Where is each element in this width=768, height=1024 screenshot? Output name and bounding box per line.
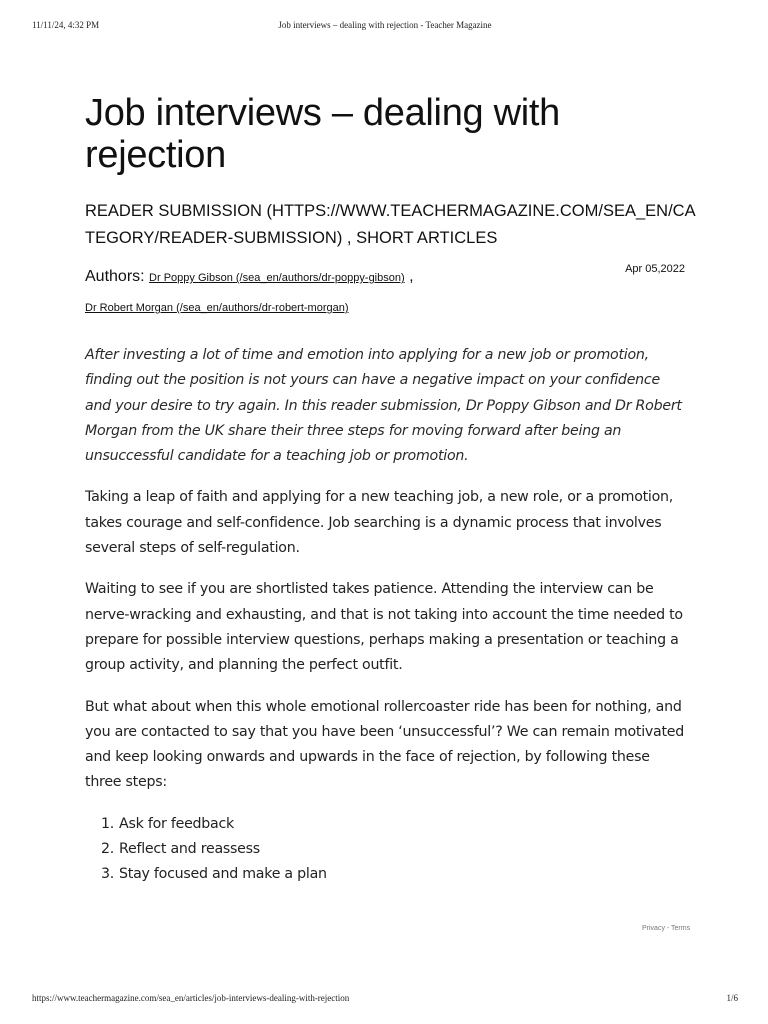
category-label: READER SUBMISSION	[85, 202, 262, 220]
author-link-robert-morgan[interactable]: Dr Robert Morgan (/sea_en/authors/dr-robert-morgan)	[85, 302, 349, 314]
print-url: https://www.teachermagazine.com/sea_en/articles/job-interviews-dealing-with-rejection	[32, 993, 350, 1003]
paragraph: Taking a leap of faith and applying for a new teaching job, a new role, or a promotion, takes courage and self-confidence. Job searching is a dynamic process that involves several steps of self-regulation.	[85, 489, 674, 557]
step-text: Stay focused and make a plan	[119, 866, 327, 883]
step-text: Reflect and reassess	[119, 841, 260, 858]
category-link-short-articles[interactable]: SHORT ARTICLES	[356, 228, 498, 247]
print-header	[32, 20, 738, 32]
print-page-title: Job interviews – dealing with rejection - Teacher Magazine	[278, 20, 492, 30]
print-datetime: 11/11/24, 4:32 PM	[32, 20, 100, 30]
article-title: Job interviews – dealing with rejection	[85, 92, 561, 176]
step-number: 3.	[101, 866, 115, 883]
list-item	[101, 837, 685, 862]
list-item	[101, 862, 685, 887]
article-meta	[85, 263, 685, 319]
authors	[85, 267, 685, 318]
author-separator: ,	[409, 268, 414, 285]
recaptcha-privacy-terms-link[interactable]: Privacy - Terms	[642, 925, 691, 932]
publish-date: Apr 05,2022	[625, 263, 685, 275]
print-footer	[32, 993, 738, 1005]
article	[85, 92, 696, 888]
step-number: 2.	[101, 841, 115, 858]
article-categories	[85, 198, 700, 251]
authors-label: Authors:	[85, 268, 145, 285]
article-lede: After investing a lot of time and emotion into applying for a new job or promotion, finding out the position is not yours can have a negative impact on your confidence and your desire to try again. In this reader submission, Dr Poppy Gibson and Dr Robert Morgan from the UK share their three steps for moving forward after being an unsuccessful candidate for a teaching job or promotion.	[85, 347, 682, 465]
step-text: Ask for feedback	[119, 815, 235, 832]
list-item	[101, 812, 685, 837]
paragraph: Waiting to see if you are shortlisted takes patience. Attending the interview can be nerve-wracking and exhausting, and that is not taking into account the time needed to prepare for possible interview questions, perhaps making a presentation or teaching a group activity, and planning the perfect outfit.	[85, 581, 683, 674]
print-page-number: 1/6	[726, 993, 738, 1003]
author-link-poppy-gibson[interactable]: Dr Poppy Gibson (/sea_en/authors/dr-poppy-gibson)	[149, 272, 405, 284]
article-body	[85, 343, 685, 888]
category-separator: ,	[346, 228, 352, 247]
category-href: (HTTPS://WWW.TEACHERMAGAZINE.COM/SEA_EN/CATEGORY/READER-SUBMISSION)	[85, 202, 696, 247]
step-number: 1.	[101, 815, 115, 832]
steps-list	[85, 812, 685, 888]
paragraph: But what about when this whole emotional rollercoaster ride has been for nothing, and you are contacted to say that you have been ‘unsuccessful’? We can remain motivated and keep looking onwards and upwards in the face of rejection, by following these three steps:	[85, 698, 685, 791]
